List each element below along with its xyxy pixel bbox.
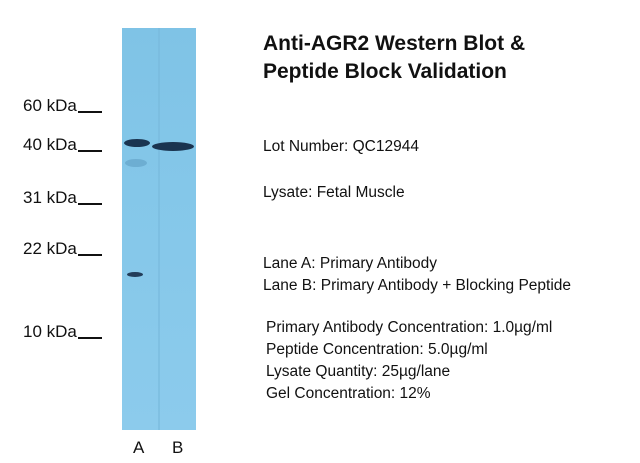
marker-40kda <box>23 135 102 155</box>
marker-tick <box>78 111 102 113</box>
primary-antibody-concentration: Primary Antibody Concentration: 1.0µg/ml <box>266 319 553 336</box>
marker-label: 40 kDa <box>23 135 77 154</box>
experiment-conditions <box>266 318 552 406</box>
marker-label: 60 kDa <box>23 96 77 115</box>
marker-label: 31 kDa <box>23 188 77 207</box>
lane-a-description: Lane A: Primary Antibody <box>263 255 438 272</box>
lane-a-smear <box>125 159 147 167</box>
marker-tick <box>78 254 102 256</box>
marker-tick <box>78 203 102 205</box>
lane-separator <box>158 28 160 430</box>
gel-concentration: Gel Concentration: 12% <box>266 385 431 402</box>
marker-60kda <box>23 96 102 116</box>
marker-tick <box>78 150 102 152</box>
lane-label-a: A <box>133 438 145 457</box>
western-blot-membrane <box>122 28 196 430</box>
lane-label-b: B <box>172 438 184 457</box>
lysate-quantity: Lysate Quantity: 25µg/lane <box>266 363 451 380</box>
marker-31kda <box>23 188 102 208</box>
title-line-2: Peptide Block Validation <box>263 60 507 83</box>
marker-10kda <box>23 322 102 342</box>
peptide-concentration: Peptide Concentration: 5.0µg/ml <box>266 341 488 358</box>
lane-b-description: Lane B: Primary Antibody + Blocking Peptide <box>263 277 572 294</box>
title-line-1: Anti-AGR2 Western Blot & <box>263 32 526 55</box>
lane-a-band-low <box>127 272 143 277</box>
marker-label: 22 kDa <box>23 239 77 258</box>
lysate: Lysate: Fetal Muscle <box>263 184 405 201</box>
figure-title <box>263 30 525 86</box>
lane-descriptions <box>263 254 571 298</box>
marker-label: 10 kDa <box>23 322 77 341</box>
lane-a-band-40kda <box>124 139 150 147</box>
marker-tick <box>78 337 102 339</box>
lane-b-band-40kda <box>152 142 194 151</box>
lot-number: Lot Number: QC12944 <box>263 138 419 155</box>
marker-22kda <box>23 239 102 259</box>
